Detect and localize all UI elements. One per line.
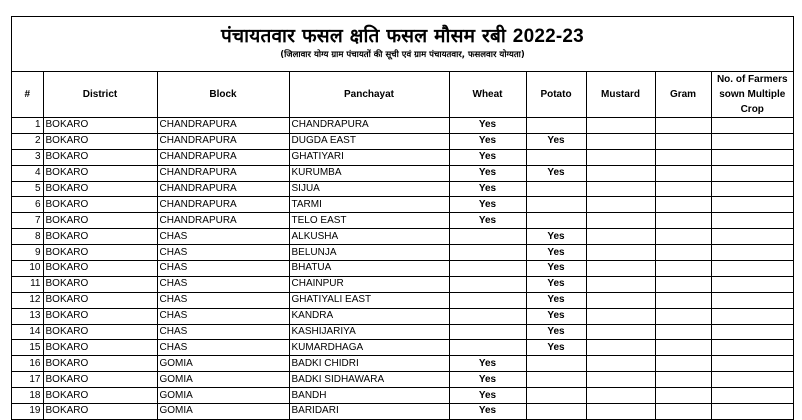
cell-potato xyxy=(526,404,586,420)
cell-block: CHANDRAPURA xyxy=(157,133,289,149)
table-row xyxy=(12,229,793,245)
table-row xyxy=(12,245,793,261)
cell-mustard xyxy=(586,372,655,388)
cell-panchayat: TARMI xyxy=(289,197,449,213)
cell-wheat xyxy=(449,340,526,356)
cell-gram xyxy=(655,308,711,324)
cell-block: GOMIA xyxy=(157,388,289,404)
table-row xyxy=(12,133,793,149)
cell-sn: 5 xyxy=(12,181,43,197)
cell-potato: Yes xyxy=(526,133,586,149)
cell-gram xyxy=(655,133,711,149)
cell-panchayat: BADKI SIDHAWARA xyxy=(289,372,449,388)
cell-wheat xyxy=(449,292,526,308)
cell-district: BOKARO xyxy=(43,133,157,149)
cell-district: BOKARO xyxy=(43,292,157,308)
cell-sn: 9 xyxy=(12,245,43,261)
cell-gram xyxy=(655,404,711,420)
cell-block: CHANDRAPURA xyxy=(157,213,289,229)
cell-multiple xyxy=(711,229,793,245)
cell-wheat xyxy=(449,261,526,277)
cell-sn: 18 xyxy=(12,388,43,404)
cell-multiple xyxy=(711,133,793,149)
cell-wheat: Yes xyxy=(449,133,526,149)
table-row xyxy=(12,149,793,165)
cell-block: GOMIA xyxy=(157,356,289,372)
cell-sn: 14 xyxy=(12,324,43,340)
cell-mustard xyxy=(586,181,655,197)
table-row xyxy=(12,165,793,181)
cell-block: CHANDRAPURA xyxy=(157,197,289,213)
cell-multiple xyxy=(711,181,793,197)
cell-sn: 10 xyxy=(12,261,43,277)
cell-panchayat: KASHIJARIYA xyxy=(289,324,449,340)
cell-block: GOMIA xyxy=(157,404,289,420)
cell-potato xyxy=(526,213,586,229)
cell-potato: Yes xyxy=(526,245,586,261)
cell-panchayat: CHAINPUR xyxy=(289,276,449,292)
cell-wheat: Yes xyxy=(449,197,526,213)
cell-gram xyxy=(655,149,711,165)
cell-gram xyxy=(655,292,711,308)
cell-district: BOKARO xyxy=(43,261,157,277)
cell-wheat: Yes xyxy=(449,118,526,134)
report-title-text: पंचायतवार फसल क्षति फसल मौसम रबी xyxy=(221,25,506,47)
cell-district: BOKARO xyxy=(43,165,157,181)
cell-potato xyxy=(526,372,586,388)
cell-sn: 7 xyxy=(12,213,43,229)
cell-panchayat: ALKUSHA xyxy=(289,229,449,245)
cell-sn: 3 xyxy=(12,149,43,165)
cell-potato: Yes xyxy=(526,229,586,245)
cell-sn: 2 xyxy=(12,133,43,149)
cell-sn: 16 xyxy=(12,356,43,372)
cell-gram xyxy=(655,165,711,181)
cell-mustard xyxy=(586,356,655,372)
cell-gram xyxy=(655,261,711,277)
cell-multiple xyxy=(711,324,793,340)
cell-district: BOKARO xyxy=(43,276,157,292)
report-subtitle: (जिलावार योग्य ग्राम पंचायतों की सूची एवं ग्राम पंचायतवार, फसलवार योग्यता) xyxy=(280,50,525,60)
cell-wheat: Yes xyxy=(449,372,526,388)
cell-sn: 6 xyxy=(12,197,43,213)
cell-multiple xyxy=(711,245,793,261)
cell-block: GOMIA xyxy=(157,372,289,388)
cell-sn: 8 xyxy=(12,229,43,245)
cell-mustard xyxy=(586,213,655,229)
cell-multiple xyxy=(711,165,793,181)
table-row xyxy=(12,261,793,277)
cell-potato: Yes xyxy=(526,324,586,340)
cell-block: CHAS xyxy=(157,261,289,277)
cell-district: BOKARO xyxy=(43,324,157,340)
cell-sn: 15 xyxy=(12,340,43,356)
cell-block: CHAS xyxy=(157,308,289,324)
cell-panchayat: GHATIYALI EAST xyxy=(289,292,449,308)
cell-mustard xyxy=(586,133,655,149)
cell-district: BOKARO xyxy=(43,308,157,324)
cell-gram xyxy=(655,213,711,229)
cell-mustard xyxy=(586,261,655,277)
table-row xyxy=(12,404,793,420)
cell-gram xyxy=(655,197,711,213)
cell-wheat xyxy=(449,229,526,245)
cell-gram xyxy=(655,118,711,134)
cell-multiple xyxy=(711,118,793,134)
cell-mustard xyxy=(586,118,655,134)
header-sn: # xyxy=(12,72,43,118)
cell-block: CHANDRAPURA xyxy=(157,118,289,134)
cell-sn: 1 xyxy=(12,118,43,134)
cell-potato: Yes xyxy=(526,165,586,181)
cell-wheat xyxy=(449,276,526,292)
table-row xyxy=(12,324,793,340)
cell-block: CHAS xyxy=(157,229,289,245)
cell-block: CHAS xyxy=(157,276,289,292)
cell-district: BOKARO xyxy=(43,245,157,261)
cell-mustard xyxy=(586,197,655,213)
cell-sn: 11 xyxy=(12,276,43,292)
cell-district: BOKARO xyxy=(43,213,157,229)
cell-district: BOKARO xyxy=(43,340,157,356)
cell-multiple xyxy=(711,388,793,404)
table-row xyxy=(12,197,793,213)
header-district: District xyxy=(43,72,157,118)
cell-panchayat: KURUMBA xyxy=(289,165,449,181)
cell-mustard xyxy=(586,404,655,420)
cell-gram xyxy=(655,372,711,388)
report-header xyxy=(12,17,793,72)
cell-wheat: Yes xyxy=(449,165,526,181)
cell-panchayat: BELUNJA xyxy=(289,245,449,261)
table-row xyxy=(12,356,793,372)
cell-panchayat: BHATUA xyxy=(289,261,449,277)
cell-gram xyxy=(655,276,711,292)
cell-mustard xyxy=(586,276,655,292)
cell-panchayat: CHANDRAPURA xyxy=(289,118,449,134)
cell-mustard xyxy=(586,245,655,261)
cell-gram xyxy=(655,324,711,340)
cell-potato xyxy=(526,181,586,197)
table-row xyxy=(12,340,793,356)
cell-panchayat: SIJUA xyxy=(289,181,449,197)
cell-wheat xyxy=(449,245,526,261)
panchayat-table xyxy=(12,72,793,420)
cell-mustard xyxy=(586,149,655,165)
cell-block: CHAS xyxy=(157,292,289,308)
header-panchayat: Panchayat xyxy=(289,72,449,118)
cell-panchayat: TELO EAST xyxy=(289,213,449,229)
cell-sn: 19 xyxy=(12,404,43,420)
cell-multiple xyxy=(711,292,793,308)
table-header-row xyxy=(12,72,793,118)
table-body xyxy=(12,118,793,420)
cell-multiple xyxy=(711,340,793,356)
cell-wheat: Yes xyxy=(449,356,526,372)
cell-potato: Yes xyxy=(526,292,586,308)
cell-block: CHAS xyxy=(157,340,289,356)
cell-panchayat: KANDRA xyxy=(289,308,449,324)
header-wheat: Wheat xyxy=(449,72,526,118)
cell-multiple xyxy=(711,356,793,372)
cell-block: CHAS xyxy=(157,324,289,340)
table-row xyxy=(12,308,793,324)
cell-potato: Yes xyxy=(526,340,586,356)
cell-gram xyxy=(655,388,711,404)
cell-multiple xyxy=(711,308,793,324)
cell-potato xyxy=(526,149,586,165)
cell-sn: 13 xyxy=(12,308,43,324)
header-mustard: Mustard xyxy=(586,72,655,118)
cell-wheat: Yes xyxy=(449,404,526,420)
cell-wheat xyxy=(449,308,526,324)
cell-block: CHAS xyxy=(157,245,289,261)
cell-gram xyxy=(655,356,711,372)
cell-mustard xyxy=(586,324,655,340)
cell-panchayat: DUGDA EAST xyxy=(289,133,449,149)
cell-district: BOKARO xyxy=(43,181,157,197)
table-row xyxy=(12,118,793,134)
cell-panchayat: KUMARDHAGA xyxy=(289,340,449,356)
cell-mustard xyxy=(586,229,655,245)
cell-panchayat: GHATIYARI xyxy=(289,149,449,165)
report-year: 2022-23 xyxy=(512,26,584,47)
cell-block: CHANDRAPURA xyxy=(157,149,289,165)
cell-potato: Yes xyxy=(526,308,586,324)
report-sheet xyxy=(11,16,794,420)
table-row xyxy=(12,292,793,308)
cell-sn: 12 xyxy=(12,292,43,308)
header-potato: Potato xyxy=(526,72,586,118)
cell-multiple xyxy=(711,213,793,229)
table-row xyxy=(12,181,793,197)
cell-multiple xyxy=(711,404,793,420)
cell-gram xyxy=(655,340,711,356)
cell-block: CHANDRAPURA xyxy=(157,165,289,181)
cell-mustard xyxy=(586,388,655,404)
cell-potato xyxy=(526,118,586,134)
cell-multiple xyxy=(711,276,793,292)
cell-mustard xyxy=(586,308,655,324)
cell-panchayat: BANDH xyxy=(289,388,449,404)
table-row xyxy=(12,388,793,404)
cell-panchayat: BADKI CHIDRI xyxy=(289,356,449,372)
cell-multiple xyxy=(711,149,793,165)
header-multiple-crop: No. of Farmers sown Multiple Crop xyxy=(711,72,793,118)
cell-mustard xyxy=(586,292,655,308)
report-title xyxy=(12,17,793,50)
cell-wheat: Yes xyxy=(449,213,526,229)
cell-potato xyxy=(526,388,586,404)
cell-sn: 4 xyxy=(12,165,43,181)
cell-potato xyxy=(526,356,586,372)
cell-wheat: Yes xyxy=(449,388,526,404)
cell-multiple xyxy=(711,261,793,277)
cell-district: BOKARO xyxy=(43,118,157,134)
cell-sn: 17 xyxy=(12,372,43,388)
cell-district: BOKARO xyxy=(43,149,157,165)
cell-gram xyxy=(655,245,711,261)
cell-wheat: Yes xyxy=(449,181,526,197)
table-row xyxy=(12,213,793,229)
cell-district: BOKARO xyxy=(43,388,157,404)
table-row xyxy=(12,372,793,388)
cell-potato xyxy=(526,197,586,213)
cell-gram xyxy=(655,181,711,197)
cell-district: BOKARO xyxy=(43,229,157,245)
table-row xyxy=(12,276,793,292)
cell-potato: Yes xyxy=(526,261,586,277)
cell-potato: Yes xyxy=(526,276,586,292)
cell-wheat: Yes xyxy=(449,149,526,165)
cell-district: BOKARO xyxy=(43,372,157,388)
cell-multiple xyxy=(711,372,793,388)
cell-district: BOKARO xyxy=(43,356,157,372)
cell-gram xyxy=(655,229,711,245)
cell-panchayat: BARIDARI xyxy=(289,404,449,420)
cell-multiple xyxy=(711,197,793,213)
cell-block: CHANDRAPURA xyxy=(157,181,289,197)
header-gram: Gram xyxy=(655,72,711,118)
cell-mustard xyxy=(586,165,655,181)
cell-district: BOKARO xyxy=(43,197,157,213)
header-block: Block xyxy=(157,72,289,118)
cell-mustard xyxy=(586,340,655,356)
cell-wheat xyxy=(449,324,526,340)
cell-district: BOKARO xyxy=(43,404,157,420)
